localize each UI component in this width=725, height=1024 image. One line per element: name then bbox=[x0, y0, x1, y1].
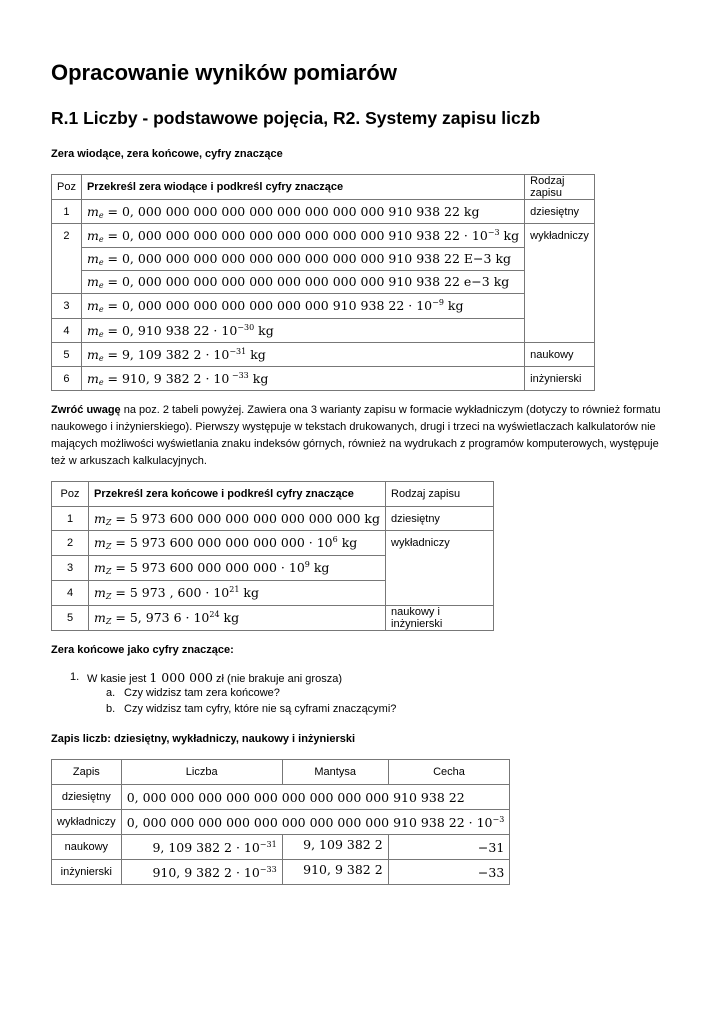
cell-formula: $m_Z = 5$ 973 600 000 000 $000 \cdot 10^9$ kg bbox=[89, 556, 386, 581]
cell-poz: 1 bbox=[52, 507, 89, 531]
note-text: na poz. 2 tabeli powyżej. Zawiera ona 3 warianty zapisu w formacie wykładniczym (dotyczy to również formatu naukowego i inżynierskiego). Pierwszy występuje w tekstach drukowanych, drugi i trzeci na wyświetlaczach kalkulatorów nie mających możliwości wyświetlania znaku indeksów górnych, również na wydrukach z programów komputerowych, występuje też w arkuszach kalkulacyjnych. bbox=[51, 404, 661, 467]
cell-kind: dziesiętny bbox=[525, 200, 595, 224]
table-row bbox=[52, 224, 595, 248]
table-row bbox=[52, 319, 595, 343]
table-row bbox=[52, 248, 595, 271]
cell-zapis: inżynierski bbox=[52, 860, 122, 885]
cell-poz: 2 bbox=[52, 224, 82, 294]
cell-formula: $m_Z = 5$, 973 $6 \cdot 10^{24}$ kg bbox=[89, 606, 386, 631]
cell-poz: 3 bbox=[52, 556, 89, 581]
cell-formula: $m_e = 0$, 910 938 $22 \cdot 10^{-30}$ kg bbox=[81, 319, 524, 343]
col-header-kind: Rodzaj zapisu bbox=[525, 175, 595, 200]
cell-kind: wykładniczy bbox=[386, 531, 494, 606]
cell-cecha: −31 bbox=[388, 835, 510, 860]
table-trailing-zeros bbox=[51, 481, 494, 631]
cell-kind: naukowy i inżynierski bbox=[386, 606, 494, 631]
list-letter: a. bbox=[106, 687, 116, 699]
cell-kind: naukowy bbox=[525, 343, 595, 367]
col-header-task: Przekreśl zera końcowe i podkreśl cyfry znaczące bbox=[89, 482, 386, 507]
table-row bbox=[52, 343, 595, 367]
table-row bbox=[52, 271, 595, 294]
heading-notation: Zapis liczb: dziesiętny, wykładniczy, naukowy i inżynierski bbox=[51, 733, 356, 745]
col-header-cecha: Cecha bbox=[388, 760, 510, 785]
table-row bbox=[52, 531, 494, 556]
col-header-kind: Rodzaj zapisu bbox=[386, 482, 494, 507]
table-row bbox=[52, 860, 510, 885]
cell-kind: dziesiętny bbox=[386, 507, 494, 531]
list-item bbox=[51, 702, 651, 718]
question-list bbox=[51, 670, 651, 720]
col-header-task: Przekreśl zera wiodące i podkreśl cyfry znaczące bbox=[81, 175, 524, 200]
col-header-poz: Poz bbox=[52, 175, 82, 200]
heading-leading-zeros: Zera wiodące, zera końcowe, cyfry znaczące bbox=[51, 148, 283, 160]
list-text: W kasie jest 1 000 000 zł (nie brakuje ani grosza) bbox=[87, 670, 342, 685]
col-header-liczba: Liczba bbox=[121, 760, 282, 785]
cell-mantysa: 910, 9 382 2 bbox=[282, 860, 388, 885]
table-row bbox=[52, 507, 494, 531]
cell-liczba: 910, 9 382 $2 \cdot 10^{-33}$ bbox=[121, 860, 282, 885]
cell-formula: $m_Z = 5$ 973 600 000 000 000 000 000 000 kg bbox=[89, 507, 386, 531]
section-title: R.1 Liczby - podstawowe pojęcia, R2. Systemy zapisu liczb bbox=[51, 108, 541, 128]
table-row bbox=[52, 810, 510, 835]
cell-formula: $m_Z = 5$ 973 600 000 000 000 $000 \cdot 10^6$ kg bbox=[89, 531, 386, 556]
col-header-poz: Poz bbox=[52, 482, 89, 507]
amount-value: 1 000 000 bbox=[149, 670, 213, 685]
cell-poz: 5 bbox=[52, 343, 82, 367]
table-row bbox=[52, 367, 595, 391]
cell-poz: 1 bbox=[52, 200, 82, 224]
cell-formula: $m_Z = 5$ 973 , $600 \cdot 10^{21}$ kg bbox=[89, 581, 386, 606]
list-item bbox=[51, 670, 651, 686]
cell-kind: inżynierski bbox=[525, 367, 595, 391]
col-header-zapis: Zapis bbox=[52, 760, 122, 785]
cell-poz: 2 bbox=[52, 531, 89, 556]
note-emphasis: Zwróć uwagę bbox=[51, 404, 121, 416]
list-letter: b. bbox=[106, 703, 116, 715]
cell-zapis: naukowy bbox=[52, 835, 122, 860]
table-notation bbox=[51, 759, 510, 885]
list-number: 1. bbox=[70, 671, 80, 683]
cell-formula: $m_e = 0$, 000 000 000 000 000 000 000 000 000 910 938 22 E−3 kg bbox=[81, 248, 524, 271]
table-row bbox=[52, 785, 510, 810]
cell-poz: 4 bbox=[52, 581, 89, 606]
table-row bbox=[52, 835, 510, 860]
table-row bbox=[52, 294, 595, 319]
cell-liczba: 0, 000 000 000 000 000 000 000 000 000 910 938 22 bbox=[121, 785, 510, 810]
cell-formula: $m_e = 910$, 9 382 2 · 10 $^{-33}$ kg bbox=[81, 367, 524, 391]
page-title: Opracowanie wyników pomiarów bbox=[51, 60, 397, 85]
cell-poz: 6 bbox=[52, 367, 82, 391]
cell-poz: 3 bbox=[52, 294, 82, 319]
table-leading-zeros bbox=[51, 174, 595, 391]
heading-trailing-zeros: Zera końcowe jako cyfry znaczące: bbox=[51, 644, 234, 656]
note-paragraph bbox=[51, 402, 663, 470]
cell-formula: $m_e = 0$, 000 000 000 000 000 000 000 910 938 $22 \cdot 10^{-9}$ kg bbox=[81, 294, 524, 319]
cell-mantysa: 9, 109 382 2 bbox=[282, 835, 388, 860]
cell-zapis: dziesiętny bbox=[52, 785, 122, 810]
cell-formula: $m_e = 0$, 000 000 000 000 000 000 000 000 000 910 938 22 e−3 kg bbox=[81, 271, 524, 294]
cell-poz: 5 bbox=[52, 606, 89, 631]
cell-poz: 4 bbox=[52, 319, 82, 343]
table-row bbox=[52, 200, 595, 224]
cell-formula: $m_e = 0$, 000 000 000 000 000 000 000 000 000 910 938 22 kg bbox=[81, 200, 524, 224]
cell-cecha: −33 bbox=[388, 860, 510, 885]
cell-formula: $m_e = 0$, 000 000 000 000 000 000 000 000 000 910 938 $22 \cdot 10^{-3}$ kg bbox=[81, 224, 524, 248]
cell-kind: wykładniczy bbox=[525, 224, 595, 343]
cell-liczba: 0, 000 000 000 000 000 000 000 000 000 910 938 $22 \cdot 10^{-3}$ bbox=[121, 810, 510, 835]
cell-zapis: wykładniczy bbox=[52, 810, 122, 835]
list-text: Czy widzisz tam zera końcowe? bbox=[124, 687, 280, 699]
table-row bbox=[52, 606, 494, 631]
cell-liczba: 9, 109 382 $2 \cdot 10^{-31}$ bbox=[121, 835, 282, 860]
list-item bbox=[51, 686, 651, 702]
col-header-mantysa: Mantysa bbox=[282, 760, 388, 785]
list-text: Czy widzisz tam cyfry, które nie są cyframi znaczącymi? bbox=[124, 703, 397, 715]
cell-formula: $m_e = 9$, 109 382 $2 \cdot 10^{-31}$ kg bbox=[81, 343, 524, 367]
